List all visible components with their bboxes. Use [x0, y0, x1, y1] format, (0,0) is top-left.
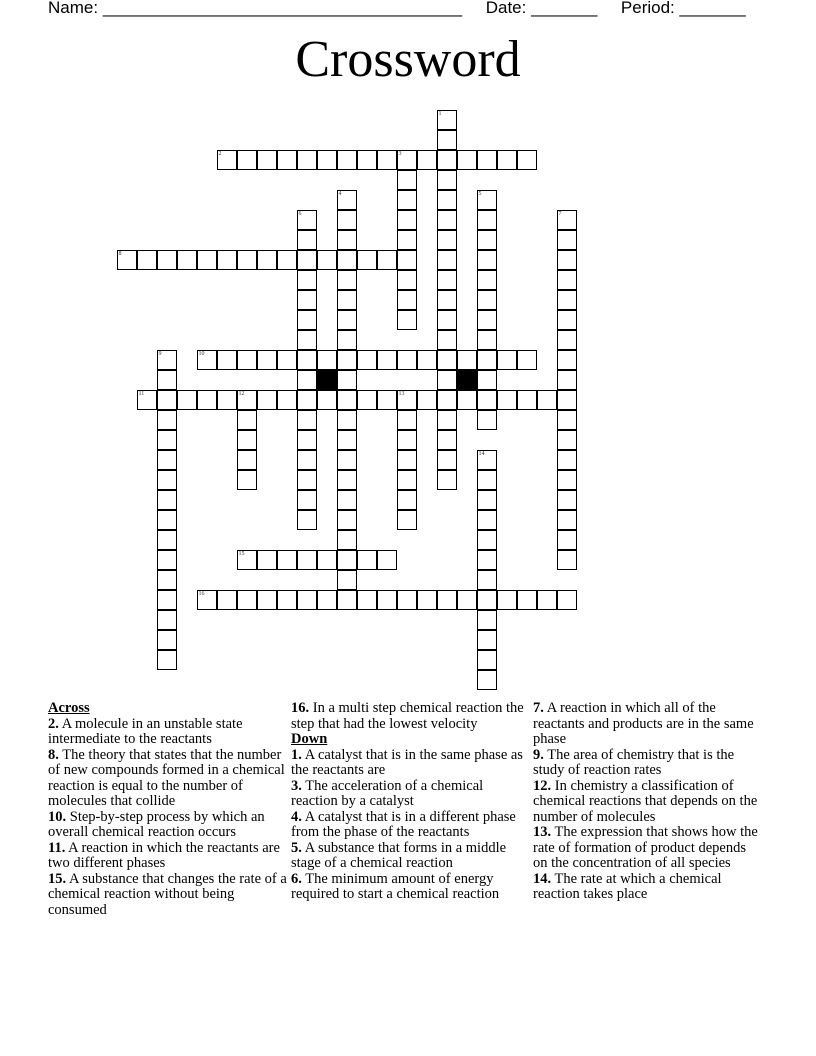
grid-cell[interactable]	[437, 170, 457, 190]
clue-number-label: 13	[398, 390, 405, 397]
grid-cell[interactable]	[217, 250, 237, 270]
grid-cell[interactable]	[437, 190, 457, 210]
grid-cell[interactable]	[157, 350, 177, 370]
grid-cell[interactable]	[477, 510, 497, 530]
clue-text: A substance that changes the rate of a chemical reaction without being consumed	[48, 870, 287, 918]
clue-text: A reaction in which all of the reactants and products are in the same phase	[533, 700, 754, 747]
grid-cell[interactable]	[357, 590, 377, 610]
grid-cell[interactable]	[197, 590, 217, 610]
clue-down-1	[291, 748, 531, 779]
grid-cell[interactable]	[317, 350, 337, 370]
clue-down-5	[291, 841, 531, 872]
grid-cell[interactable]	[157, 430, 177, 450]
grid-cell[interactable]	[557, 450, 577, 470]
clue-text: A catalyst that is in the same phase as the reactants are	[291, 746, 523, 778]
grid-cell[interactable]	[177, 390, 197, 410]
grid-cell[interactable]	[157, 650, 177, 670]
down-heading: Down	[291, 731, 328, 747]
clue-across-11	[48, 841, 288, 872]
grid-cell[interactable]	[157, 590, 177, 610]
grid-cell[interactable]	[437, 250, 457, 270]
grid-cell[interactable]	[497, 150, 517, 170]
clues-column-3	[533, 701, 763, 903]
grid-cell[interactable]	[157, 390, 177, 410]
grid-cell[interactable]	[397, 590, 417, 610]
grid-cell[interactable]	[157, 530, 177, 550]
black-cell	[317, 370, 337, 390]
grid-cell[interactable]	[417, 150, 437, 170]
clue-across-8	[48, 748, 288, 810]
grid-cell[interactable]	[397, 230, 417, 250]
grid-cell[interactable]	[257, 150, 277, 170]
grid-cell[interactable]	[337, 510, 357, 530]
grid-cell[interactable]	[377, 390, 397, 410]
clue-text: The theory that states that the number of new compounds formed in a chemical reaction is equal to the number of molecules that collide	[48, 746, 285, 809]
grid-cell[interactable]	[557, 390, 577, 410]
clues-column-1	[48, 701, 288, 918]
grid-cell[interactable]	[237, 390, 257, 410]
grid-cell[interactable]	[477, 650, 497, 670]
grid-cell[interactable]	[517, 150, 537, 170]
grid-cell[interactable]	[437, 390, 457, 410]
grid-cell[interactable]	[237, 410, 257, 430]
grid-cell[interactable]	[217, 350, 237, 370]
clue-text: A catalyst that is in a different phase from the phase of the reactants	[291, 808, 516, 840]
grid-cell[interactable]	[337, 150, 357, 170]
clue-number: 8.	[48, 746, 59, 763]
grid-cell[interactable]	[557, 590, 577, 610]
clue-number: 16.	[291, 700, 310, 716]
grid-cell[interactable]	[517, 590, 537, 610]
grid-cell[interactable]	[297, 430, 317, 450]
grid-cell[interactable]	[237, 470, 257, 490]
clue-down-7	[533, 701, 763, 748]
clue-number: 1.	[291, 746, 302, 763]
grid-cell[interactable]	[437, 210, 457, 230]
period-blank[interactable]: _______	[679, 0, 746, 17]
grid-cell[interactable]	[557, 510, 577, 530]
grid-cell[interactable]	[337, 570, 357, 590]
grid-cell[interactable]	[297, 310, 317, 330]
grid-cell[interactable]	[357, 250, 377, 270]
grid-cell[interactable]	[517, 350, 537, 370]
grid-cell[interactable]	[237, 590, 257, 610]
grid-cell[interactable]	[477, 410, 497, 430]
clue-down-14	[533, 872, 763, 903]
grid-cell[interactable]	[437, 470, 457, 490]
black-cell	[457, 370, 477, 390]
grid-cell[interactable]	[317, 150, 337, 170]
grid-cell[interactable]	[557, 350, 577, 370]
clue-number: 11.	[48, 839, 66, 856]
clue-number: 12.	[533, 777, 552, 794]
grid-cell[interactable]	[277, 350, 297, 370]
grid-cell[interactable]	[477, 290, 497, 310]
grid-cell[interactable]	[317, 390, 337, 410]
grid-cell[interactable]	[397, 250, 417, 270]
grid-cell[interactable]	[377, 350, 397, 370]
clue-number-label: 14	[478, 450, 485, 457]
grid-cell[interactable]	[557, 210, 577, 230]
grid-cell[interactable]	[477, 610, 497, 630]
grid-cell[interactable]	[337, 210, 357, 230]
clue-across-2	[48, 717, 288, 748]
clue-across-10	[48, 810, 288, 841]
grid-cell[interactable]	[337, 230, 357, 250]
grid-cell[interactable]	[477, 590, 497, 610]
clue-text: A substance that forms in a middle stage of a chemical reaction	[291, 839, 507, 871]
grid-cell[interactable]	[457, 390, 477, 410]
grid-cell[interactable]	[297, 550, 317, 570]
clue-text: A reaction in which the reactants are two different phases	[48, 839, 280, 871]
grid-cell[interactable]	[277, 590, 297, 610]
grid-cell[interactable]	[137, 250, 157, 270]
grid-cell[interactable]	[337, 490, 357, 510]
grid-cell[interactable]	[557, 370, 577, 390]
grid-cell[interactable]	[557, 330, 577, 350]
grid-cell[interactable]	[437, 150, 457, 170]
grid-cell[interactable]	[457, 590, 477, 610]
grid-cell[interactable]	[557, 230, 577, 250]
grid-cell[interactable]	[157, 550, 177, 570]
clue-down-6	[291, 872, 531, 903]
grid-cell[interactable]	[337, 270, 357, 290]
across-heading: Across	[48, 700, 90, 716]
grid-cell[interactable]	[477, 190, 497, 210]
clue-number-label: 1	[438, 110, 442, 117]
grid-cell[interactable]	[217, 150, 237, 170]
grid-cell[interactable]	[457, 350, 477, 370]
grid-cell[interactable]	[477, 330, 497, 350]
grid-cell[interactable]	[157, 470, 177, 490]
grid-cell[interactable]	[557, 250, 577, 270]
clue-number: 2.	[48, 715, 59, 732]
grid-cell[interactable]	[237, 350, 257, 370]
grid-cell[interactable]	[257, 590, 277, 610]
grid-cell[interactable]	[397, 290, 417, 310]
grid-cell[interactable]	[157, 410, 177, 430]
grid-cell[interactable]	[537, 590, 557, 610]
grid-cell[interactable]	[477, 390, 497, 410]
grid-cell[interactable]	[557, 290, 577, 310]
grid-cell[interactable]	[337, 590, 357, 610]
clue-text: In a multi step chemical reaction the step that had the lowest velocity	[291, 700, 524, 732]
grid-cell[interactable]	[297, 150, 317, 170]
grid-cell[interactable]	[437, 110, 457, 130]
grid-cell[interactable]	[337, 390, 357, 410]
grid-cell[interactable]	[197, 350, 217, 370]
period-label: Period:	[620, 0, 675, 17]
grid-cell[interactable]	[457, 150, 477, 170]
grid-cell[interactable]	[557, 270, 577, 290]
name-blank[interactable]: ______________________________________	[102, 0, 463, 17]
clue-number-label: 3	[398, 150, 402, 157]
grid-cell[interactable]	[337, 470, 357, 490]
grid-cell[interactable]	[557, 430, 577, 450]
grid-cell[interactable]	[157, 510, 177, 530]
name-label: Name:	[48, 0, 99, 17]
grid-cell[interactable]	[557, 470, 577, 490]
date-label: Date:	[485, 0, 527, 17]
clue-number: 3.	[291, 777, 302, 794]
clue-number-label: 8	[118, 250, 122, 257]
grid-cell[interactable]	[337, 310, 357, 330]
grid-cell[interactable]	[337, 250, 357, 270]
grid-cell[interactable]	[337, 410, 357, 430]
grid-cell[interactable]	[397, 170, 417, 190]
clue-number: 7.	[533, 700, 544, 716]
grid-cell[interactable]	[397, 190, 417, 210]
grid-cell[interactable]	[297, 210, 317, 230]
grid-cell[interactable]	[537, 390, 557, 410]
clue-down-4	[291, 810, 531, 841]
grid-cell[interactable]	[337, 450, 357, 470]
grid-cell[interactable]	[477, 530, 497, 550]
grid-cell[interactable]	[397, 490, 417, 510]
clue-down-3	[291, 779, 531, 810]
grid-cell[interactable]	[477, 350, 497, 370]
grid-cell[interactable]	[397, 390, 417, 410]
clue-number: 10.	[48, 808, 67, 825]
grid-cell[interactable]	[317, 550, 337, 570]
clue-number-label: 9	[158, 350, 162, 357]
clue-number: 6.	[291, 870, 302, 887]
grid-cell[interactable]	[477, 250, 497, 270]
grid-cell[interactable]	[437, 350, 457, 370]
clue-number-label: 7	[558, 210, 562, 217]
grid-cell[interactable]	[297, 350, 317, 370]
grid-cell[interactable]	[557, 530, 577, 550]
grid-cell[interactable]	[117, 250, 137, 270]
grid-cell[interactable]	[237, 430, 257, 450]
grid-cell[interactable]	[437, 230, 457, 250]
grid-cell[interactable]	[377, 590, 397, 610]
clue-number-label: 10	[198, 350, 205, 357]
grid-cell[interactable]	[437, 450, 457, 470]
grid-cell[interactable]	[237, 450, 257, 470]
grid-cell[interactable]	[277, 250, 297, 270]
grid-cell[interactable]	[477, 550, 497, 570]
clue-text: The acceleration of a chemical reaction by a catalyst	[291, 777, 484, 809]
grid-cell[interactable]	[297, 390, 317, 410]
clue-text: A molecule in an unstable state intermediate to the reactants	[48, 715, 243, 747]
grid-cell[interactable]	[297, 250, 317, 270]
grid-cell[interactable]	[557, 410, 577, 430]
grid-cell[interactable]	[417, 590, 437, 610]
grid-cell[interactable]	[357, 550, 377, 570]
grid-cell[interactable]	[157, 610, 177, 630]
grid-cell[interactable]	[437, 290, 457, 310]
grid-cell[interactable]	[437, 410, 457, 430]
clue-number-label: 16	[198, 590, 205, 597]
grid-cell[interactable]	[217, 390, 237, 410]
grid-cell[interactable]	[397, 270, 417, 290]
grid-cell[interactable]	[197, 390, 217, 410]
clue-text: Step-by-step process by which an overall chemical reaction occurs	[48, 808, 265, 840]
clue-across-16	[291, 701, 531, 732]
page-title: Crossword	[295, 31, 521, 88]
grid-cell[interactable]	[497, 390, 517, 410]
grid-cell[interactable]	[157, 490, 177, 510]
grid-cell[interactable]	[297, 450, 317, 470]
grid-cell[interactable]	[477, 570, 497, 590]
grid-cell[interactable]	[377, 250, 397, 270]
grid-cell[interactable]	[217, 590, 237, 610]
grid-cell[interactable]	[517, 390, 537, 410]
clue-text: The area of chemistry that is the study of reaction rates	[533, 746, 735, 778]
clue-number: 13.	[533, 824, 552, 840]
grid-cell[interactable]	[257, 390, 277, 410]
grid-cell[interactable]	[237, 250, 257, 270]
grid-cell[interactable]	[357, 390, 377, 410]
clue-text: In chemistry a classification of chemical reactions that depends on the number of molecules	[533, 777, 758, 825]
grid-cell[interactable]	[477, 370, 497, 390]
grid-cell[interactable]	[177, 250, 197, 270]
grid-cell[interactable]	[377, 550, 397, 570]
grid-cell[interactable]	[257, 250, 277, 270]
clue-number-label: 11	[138, 390, 145, 397]
clue-number: 9.	[533, 746, 544, 763]
grid-cell[interactable]	[477, 490, 497, 510]
grid-cell[interactable]	[257, 550, 277, 570]
clue-number: 4.	[291, 808, 302, 825]
grid-cell[interactable]	[297, 410, 317, 430]
grid-cell[interactable]	[397, 450, 417, 470]
clue-down-12	[533, 779, 763, 826]
grid-cell[interactable]	[137, 390, 157, 410]
grid-cell[interactable]	[337, 290, 357, 310]
grid-cell[interactable]	[417, 390, 437, 410]
grid-cell[interactable]	[337, 190, 357, 210]
grid-cell[interactable]	[397, 210, 417, 230]
grid-cell[interactable]	[557, 550, 577, 570]
grid-cell[interactable]	[277, 150, 297, 170]
grid-cell[interactable]	[337, 430, 357, 450]
grid-cell[interactable]	[497, 590, 517, 610]
grid-cell[interactable]	[317, 250, 337, 270]
clue-down-13	[533, 825, 763, 872]
grid-cell[interactable]	[297, 230, 317, 250]
grid-cell[interactable]	[437, 130, 457, 150]
grid-cell[interactable]	[297, 510, 317, 530]
grid-cell[interactable]	[297, 290, 317, 310]
grid-cell[interactable]	[237, 150, 257, 170]
clue-down-9	[533, 748, 763, 779]
grid-cell[interactable]	[557, 310, 577, 330]
grid-cell[interactable]	[297, 370, 317, 390]
grid-cell[interactable]	[397, 410, 417, 430]
grid-cell[interactable]	[477, 150, 497, 170]
grid-cell[interactable]	[297, 590, 317, 610]
grid-cell[interactable]	[397, 510, 417, 530]
clue-text: The expression that shows how the rate of formation of product depends on the concentration of all species	[533, 824, 758, 871]
clue-text: The minimum amount of energy required to start a chemical reaction	[291, 870, 500, 902]
grid-cell[interactable]	[157, 630, 177, 650]
grid-cell[interactable]	[157, 450, 177, 470]
grid-cell[interactable]	[437, 270, 457, 290]
clue-number-label: 12	[238, 390, 245, 397]
clue-number: 14.	[533, 870, 552, 887]
grid-cell[interactable]	[477, 630, 497, 650]
grid-cell[interactable]	[437, 330, 457, 350]
grid-cell[interactable]	[437, 430, 457, 450]
clue-number: 15.	[48, 870, 67, 887]
grid-cell[interactable]	[397, 310, 417, 330]
grid-cell[interactable]	[257, 350, 277, 370]
grid-cell[interactable]	[477, 670, 497, 690]
grid-cell[interactable]	[237, 550, 257, 570]
grid-cell[interactable]	[297, 270, 317, 290]
clue-text: The rate at which a chemical reaction takes place	[533, 870, 722, 902]
grid-cell[interactable]	[337, 350, 357, 370]
grid-cell[interactable]	[477, 470, 497, 490]
clue-number-label: 4	[338, 190, 342, 197]
grid-cell[interactable]	[337, 530, 357, 550]
clue-number: 5.	[291, 839, 302, 856]
clue-number-label: 2	[218, 150, 222, 157]
grid-cell[interactable]	[277, 390, 297, 410]
clue-across-15	[48, 872, 288, 919]
grid-cell[interactable]	[497, 350, 517, 370]
grid-cell[interactable]	[397, 470, 417, 490]
clue-number-label: 6	[298, 210, 302, 217]
grid-cell[interactable]	[477, 230, 497, 250]
grid-cell[interactable]	[417, 350, 437, 370]
grid-cell[interactable]	[297, 470, 317, 490]
grid-cell[interactable]	[297, 490, 317, 510]
grid-cell[interactable]	[437, 370, 457, 390]
clue-number-label: 5	[478, 190, 482, 197]
grid-cell[interactable]	[397, 150, 417, 170]
grid-cell[interactable]	[157, 250, 177, 270]
clues-column-2	[291, 701, 531, 903]
date-blank[interactable]: _______	[531, 0, 598, 17]
grid-cell[interactable]	[197, 250, 217, 270]
grid-cell[interactable]	[357, 150, 377, 170]
grid-cell[interactable]	[557, 490, 577, 510]
grid-cell[interactable]	[477, 210, 497, 230]
grid-cell[interactable]	[337, 370, 357, 390]
grid-cell[interactable]	[437, 310, 457, 330]
grid-cell[interactable]	[157, 570, 177, 590]
grid-cell[interactable]	[337, 330, 357, 350]
grid-cell[interactable]	[377, 150, 397, 170]
grid-cell[interactable]	[397, 430, 417, 450]
grid-cell[interactable]	[337, 550, 357, 570]
grid-cell[interactable]	[357, 350, 377, 370]
grid-cell[interactable]	[277, 550, 297, 570]
grid-cell[interactable]	[477, 450, 497, 470]
grid-cell[interactable]	[477, 270, 497, 290]
grid-cell[interactable]	[397, 350, 417, 370]
grid-cell[interactable]	[297, 330, 317, 350]
clue-number-label: 15	[238, 550, 245, 557]
grid-cell[interactable]	[157, 370, 177, 390]
grid-cell[interactable]	[437, 590, 457, 610]
grid-cell[interactable]	[317, 590, 337, 610]
grid-cell[interactable]	[477, 310, 497, 330]
